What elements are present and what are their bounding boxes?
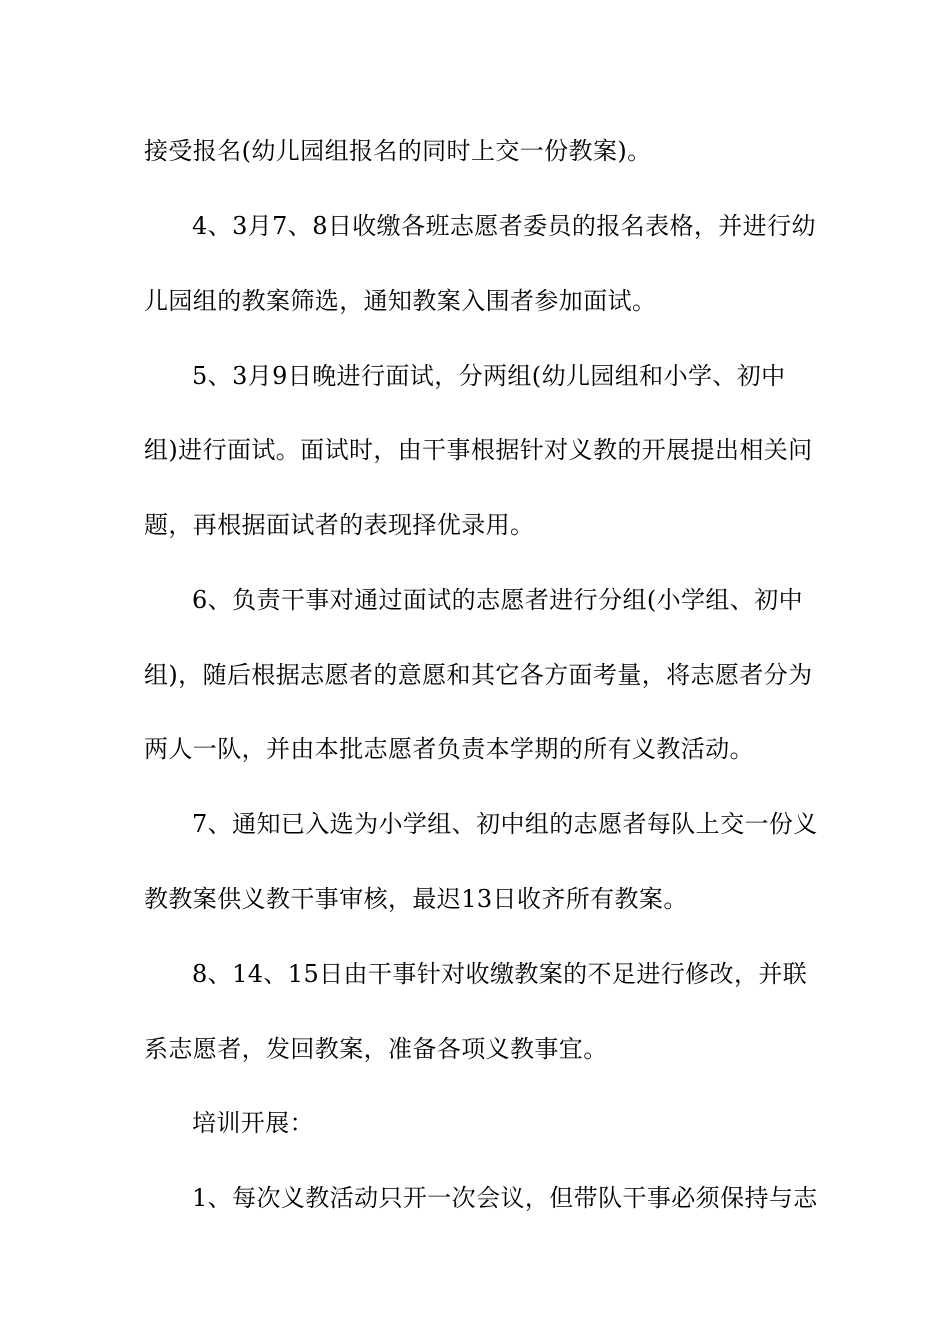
text-line: 教教案供义教干事审核，最迟13日收齐所有教案。 <box>144 885 688 913</box>
text-line: 4、3月7、8日收缴各班志愿者委员的报名表格，并进行幼 <box>192 212 816 240</box>
text-line: 7、通知已入选为小学组、初中组的志愿者每队上交一份义 <box>192 810 818 838</box>
section-heading: 培训开展： <box>192 1109 314 1137</box>
text-line: 组)，随后根据志愿者的意愿和其它各方面考量，将志愿者分为 <box>144 661 813 689</box>
text-line: 5、3月9日晚进行面试，分两组(幼儿园组和小学、初中 <box>192 362 786 390</box>
text-line: 6、负责干事对通过面试的志愿者进行分组(小学组、初中 <box>192 586 804 614</box>
text-line: 1、每次义教活动只开一次会议，但带队干事必须保持与志 <box>192 1184 818 1212</box>
text-line: 儿园组的教案筛选，通知教案入围者参加面试。 <box>144 287 657 315</box>
text-line: 接受报名(幼儿园组报名的同时上交一份教案)。 <box>144 137 652 165</box>
text-line: 题，再根据面试者的表现择优录用。 <box>144 511 535 539</box>
text-line: 组)进行面试。面试时，由干事根据针对义教的开展提出相关问 <box>144 436 813 464</box>
text-line: 系志愿者，发回教案，准备各项义教事宜。 <box>144 1035 608 1063</box>
text-line: 8、14、15日由干事针对收缴教案的不足进行修改，并联 <box>192 960 808 988</box>
text-line: 两人一队，并由本批志愿者负责本学期的所有义教活动。 <box>144 735 754 763</box>
